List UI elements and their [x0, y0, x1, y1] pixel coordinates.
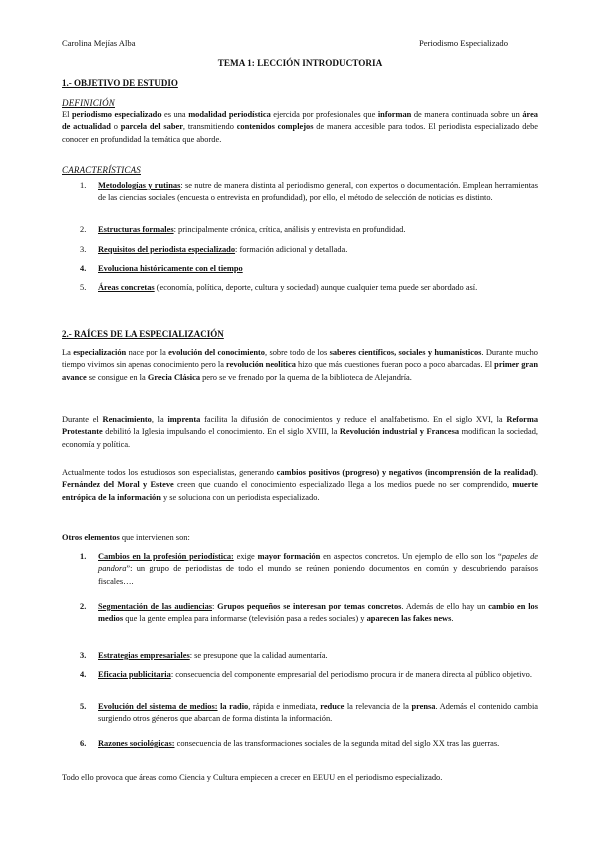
- list-item: 1. Cambios en la profesión periodística: exige mayor formación en aspectos concretos. Un ejemplo de ello son los “papeles de pandora”: un grupo de periodistas de todo el mundo se reúnen poniendo documentos en común y descubriendo paraísos fiscales….: [80, 552, 538, 586]
- list-item: 6. Razones sociológicas: consecuencia de las transformaciones sociales de la segunda mitad del siglo XX tras las guerras.: [80, 739, 500, 748]
- closing-paragraph: Todo ello provoca que áreas como Ciencia y Cultura empiecen a crecer en EEUU en el periodismo especializado.: [62, 773, 443, 782]
- list-item: 3. Requisitos del periodista especializado: formación adicional y detallada.: [80, 245, 348, 254]
- paragraph: La especialización nace por la evolución del conocimiento, sobre todo de los saberes científicos, sociales y humanísticos. Durante mucho tiempo vivimos sin apenas conocimiento pero la revolución neolítica hizo que más cuestiones fueran poco a poco abarcadas. El primer gran avance se consigue en la Grecia Clásica pero se ve frenado por la quema de la biblioteca de Alejandría.: [62, 348, 538, 382]
- list-item: 4. Eficacia publicitaria: consecuencia del componente empresarial del periodismo procura ir de manera directa al público objetivo.: [80, 670, 532, 679]
- list-item: 3. Estrategias empresariales: se presupone que la calidad aumentaría.: [80, 651, 328, 660]
- list-item: 5. Áreas concretas (economía, política, deporte, cultura y sociedad) aunque cualquier tema puede ser abordado así.: [80, 283, 478, 292]
- header-author: Carolina Mejías Alba: [62, 38, 136, 48]
- definition-paragraph: El periodismo especializado es una modalidad periodística ejercida por profesionales que informan de manera continuada sobre un área de actualidad o parcela del saber, transmitiendo contenidos complejos de manera accesible para todos. El periodista especializado debe conocer en profundidad la temática que aborde.: [62, 110, 539, 144]
- paragraph: Otros elementos que intervienen son:: [62, 533, 190, 542]
- header-course: Periodismo Especializado: [419, 38, 509, 48]
- paragraph: Actualmente todos los estudiosos son especialistas, generando cambios positivos (progreso) y negativos (incomprensión de la realidad). Fernández del Moral y Esteve creen que cuando el conocimiento especializado llega a los medios puede no ser comprendido, muerte entrópica de la información y se soluciona con un periodista especializado.: [62, 468, 538, 502]
- list-item: 4. Evoluciona históricamente con el tiempo: [80, 264, 243, 273]
- section-1-heading: 1.- OBJETIVO DE ESTUDIO: [62, 78, 178, 88]
- list-item: 5. Evolución del sistema de medios: la radio, rápida e inmediata, reduce la relevancia de la prensa. Además el contenido cambia surgiendo otros géneros que abarcan de forma distinta la información.: [80, 702, 539, 724]
- list-item: 2. Estructuras formales: principalmente crónica, crítica, análisis y entrevista en profundidad.: [80, 225, 406, 234]
- document-title: TEMA 1: LECCIÓN INTRODUCTORIA: [217, 58, 383, 68]
- list-item: 2. Segmentación de las audiencias: Grupos pequeños se interesan por temas concretos. Además de ello hay un cambio en los medios que la gente emplea para informarse (televisión pasa a redes sociales) y aparecen las fakes news.: [80, 602, 538, 624]
- definition-heading: DEFINICIÓN: [62, 98, 115, 108]
- section-2-heading: 2.- RAÍCES DE LA ESPECIALIZACIÓN: [62, 329, 224, 339]
- paragraph: Durante el Renacimiento, la imprenta facilita la difusión de conocimientos y reduce el analfabetismo. En el siglo XVI, la Reforma Protestante debilitó la Iglesia impulsando el conocimiento. En el siglo XVIII, la Revolución industrial y Francesa modifican la sociedad, economía y política.: [62, 415, 539, 449]
- list-item: 1. Metodologías y rutinas: se nutre de manera distinta al periodismo general, con expertos o documentación. Emplean herramientas de las ciencias sociales (encuesta o entrevista en profundidad), por ello, el método de selección de noticias es distinto.: [80, 181, 539, 203]
- characteristics-heading: CARACTERÍSTICAS: [62, 165, 141, 175]
